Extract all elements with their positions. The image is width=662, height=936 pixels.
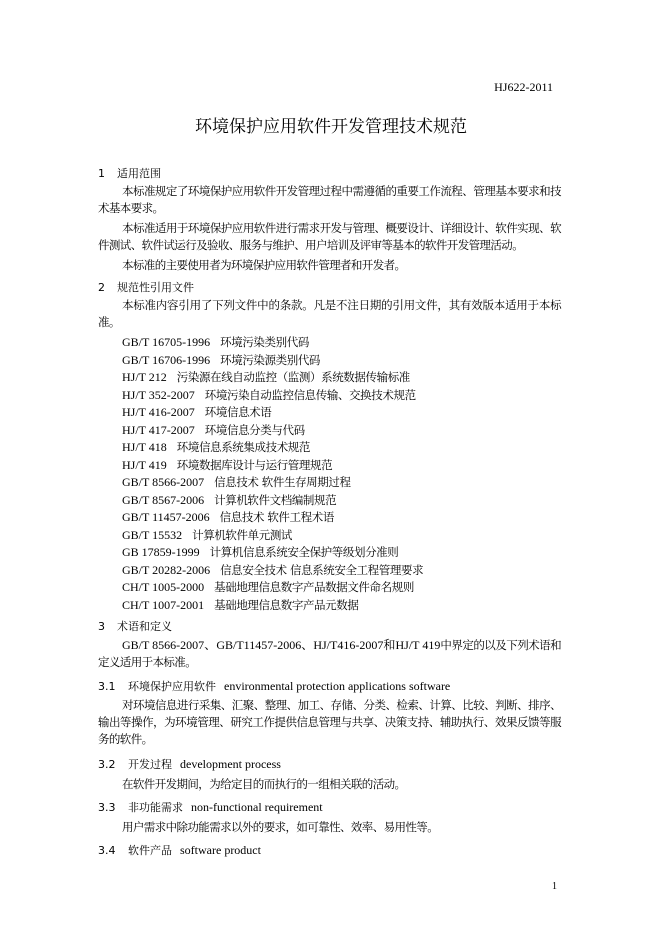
paragraph: 本标准的主要使用者为环境保护应用软件管理者和开发者。 [122, 258, 406, 272]
reference-item [122, 369, 410, 386]
reference-item [122, 352, 320, 369]
reference-name: 计算机信息系统安全保护等级划分准则 [209, 545, 399, 559]
reference-name: 环境数据库设计与运行管理规范 [176, 458, 333, 472]
reference-item [122, 439, 310, 456]
reference-code: GB 17859-1999 [122, 545, 200, 559]
section-number: 2 [98, 281, 105, 294]
section-heading-1 [98, 165, 161, 182]
reference-code: HJ/T 419 [122, 458, 167, 472]
reference-code: HJ/T 212 [122, 370, 167, 384]
paragraph-standards-list: GB/T 8566-2007、GB/T11457-2006、HJ/T416-2007和HJ/T 419 [122, 638, 441, 652]
section-heading-2 [98, 279, 194, 296]
reference-name: 信息安全技术 信息系统安全工程管理要求 [220, 563, 424, 577]
reference-item [122, 404, 271, 421]
reference-name: 污染源在线自动监控（监测）系统数据传输标准 [176, 370, 410, 384]
reference-code: GB/T 8567-2006 [122, 493, 205, 507]
reference-name: 基础地理信息数字产品元数据 [214, 598, 359, 612]
term-english: software product [180, 843, 261, 857]
term-heading [98, 842, 261, 859]
reference-item [122, 334, 309, 351]
term-number: 3.1 [98, 680, 116, 693]
term-english: non-functional requirement [191, 800, 323, 814]
reference-name: 环境信息分类与代码 [204, 423, 305, 437]
reference-item [122, 474, 351, 491]
term-english: development process [180, 757, 281, 771]
term-definition: 对环境信息进行采集、汇聚、整理、加工、存储、分类、检索、计算、比较、判断、排序、输出等操作，为环境管理、研究工作提供信息管理与共享、决策支持、辅助执行、效果反馈等服务的软件。 [98, 698, 561, 746]
reference-code: GB/T 16706-1996 [122, 353, 211, 367]
reference-code: CH/T 1007-2001 [122, 598, 205, 612]
reference-name: 环境污染自动监控信息传输、交换技术规范 [204, 388, 416, 402]
term-number: 3.3 [98, 801, 116, 814]
term-definition: 用户需求中除功能需求以外的要求，如可靠性、效率、易用性等。 [122, 820, 439, 834]
term-heading [98, 799, 323, 816]
reference-name: 信息技术 软件生存周期过程 [214, 475, 351, 489]
reference-name: 信息技术 软件工程术语 [219, 510, 334, 524]
term-title: 非功能需求 [128, 801, 183, 814]
reference-name: 计算机软件文档编制规范 [214, 493, 337, 507]
paragraph [98, 637, 561, 671]
reference-item [122, 562, 423, 579]
section-number: 1 [98, 167, 105, 180]
reference-code: GB/T 15532 [122, 528, 183, 542]
reference-item [122, 387, 416, 404]
reference-code: GB/T 16705-1996 [122, 335, 211, 349]
reference-item [122, 457, 332, 474]
term-title: 环境保护应用软件 [128, 680, 216, 693]
section-title: 术语和定义 [117, 620, 172, 633]
reference-name: 环境污染源类别代码 [220, 353, 321, 367]
reference-name: 计算机软件单元测试 [192, 528, 293, 542]
reference-item [122, 492, 336, 509]
reference-name: 环境信息术语 [204, 405, 272, 419]
term-number: 3.2 [98, 758, 116, 771]
reference-item [122, 527, 292, 544]
page-number: 1 [552, 881, 557, 892]
reference-item [122, 422, 305, 439]
section-title: 适用范围 [117, 167, 161, 180]
reference-code: CH/T 1005-2000 [122, 580, 205, 594]
section-number: 3 [98, 620, 105, 633]
paragraph: 本标准规定了环境保护应用软件开发管理过程中需遵循的重要工作流程、管理基本要求和技术基本要求。 [98, 184, 561, 215]
reference-item [122, 509, 334, 526]
section-title: 规范性引用文件 [117, 281, 194, 294]
reference-code: GB/T 20282-2006 [122, 563, 211, 577]
term-number: 3.4 [98, 844, 116, 857]
paragraph: 本标准适用于环境保护应用软件进行需求开发与管理、概要设计、详细设计、软件实现、软件测试、软件试运行及验收、服务与维护、用户培训及评审等基本的软件开发管理活动。 [98, 221, 561, 252]
section-heading-3 [98, 618, 172, 635]
reference-code: GB/T 8566-2007 [122, 475, 205, 489]
term-definition: 在软件开发期间，为给定目的而执行的一组相关联的活动。 [122, 777, 406, 791]
reference-name: 环境污染类别代码 [220, 335, 309, 349]
reference-item [122, 579, 414, 596]
reference-item [122, 597, 358, 614]
paragraph: 本标准内容引用了下列文件中的条款。凡是不注日期的引用文件，其有效版本适用于本标准。 [98, 298, 561, 329]
reference-name: 基础地理信息数字产品数据文件命名规则 [214, 580, 414, 594]
term-heading [98, 756, 281, 773]
term-heading [98, 678, 450, 695]
reference-code: HJ/T 418 [122, 440, 167, 454]
reference-code: HJ/T 416-2007 [122, 405, 195, 419]
reference-code: GB/T 11457-2006 [122, 510, 210, 524]
reference-name: 环境信息系统集成技术规范 [176, 440, 310, 454]
term-title: 开发过程 [128, 758, 172, 771]
reference-code: HJ/T 352-2007 [122, 388, 195, 402]
term-english: environmental protection applications software [224, 679, 451, 693]
term-title: 软件产品 [128, 844, 172, 857]
document-title: 环境保护应用软件开发管理技术规范 [195, 117, 467, 137]
paragraph-text: 中界定的以及下列术语和定义适用于本标准。 [98, 638, 562, 669]
document-code: HJ622-2011 [494, 80, 553, 94]
reference-item [122, 544, 398, 561]
reference-code: HJ/T 417-2007 [122, 423, 195, 437]
